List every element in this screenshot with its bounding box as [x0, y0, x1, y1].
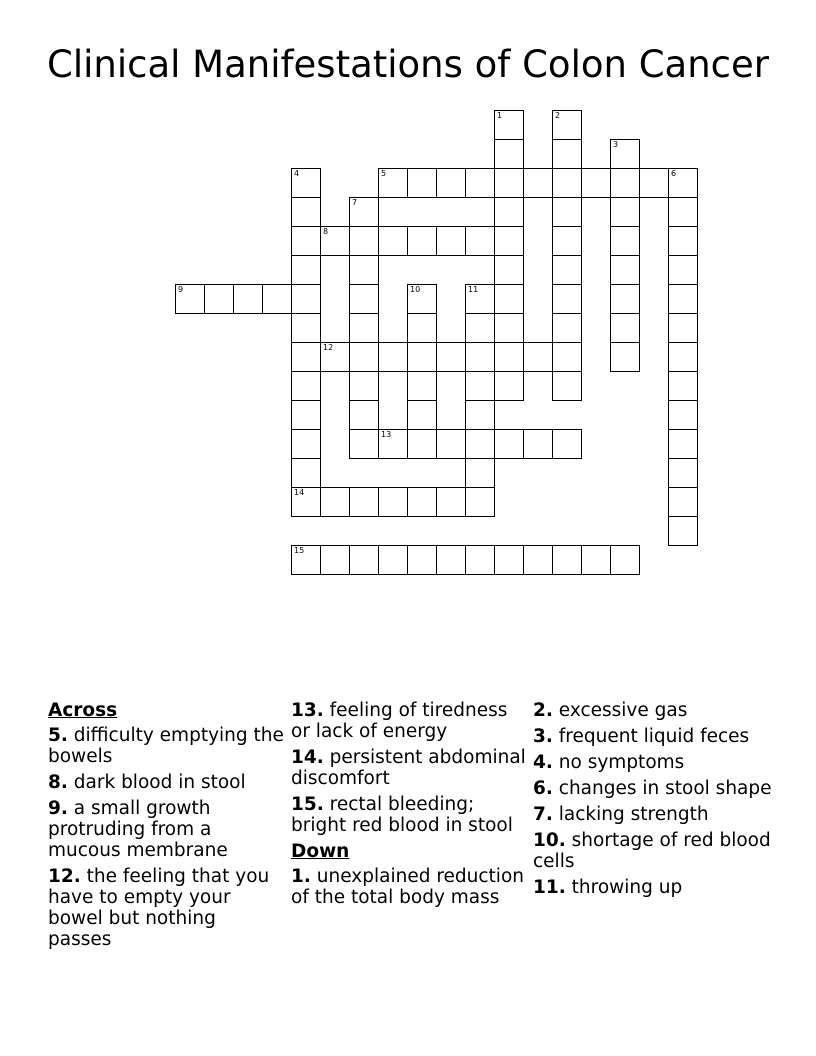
clue-number-label: 14. [291, 747, 324, 768]
grid-cell[interactable] [465, 458, 495, 488]
grid-cell[interactable] [494, 342, 524, 372]
clue-text: persistent abdominal discomfort [291, 747, 526, 789]
grid-cell[interactable] [668, 313, 698, 343]
grid-cell[interactable] [465, 226, 495, 256]
grid-cell[interactable] [494, 168, 524, 198]
grid-cell[interactable] [407, 429, 437, 459]
grid-cell[interactable] [465, 371, 495, 401]
grid-cell[interactable] [610, 313, 640, 343]
grid-cell[interactable] [407, 371, 437, 401]
clue-number: 4 [294, 169, 300, 178]
grid-cell[interactable] [668, 342, 698, 372]
grid-cell[interactable] [610, 284, 640, 314]
grid-cell[interactable] [233, 284, 263, 314]
grid-cell[interactable] [291, 371, 321, 401]
grid-cell[interactable] [320, 545, 350, 575]
grid-cell[interactable] [349, 342, 379, 372]
grid-cell[interactable] [494, 284, 524, 314]
clue-3 [533, 726, 773, 747]
clue-7 [533, 804, 773, 825]
grid-cell[interactable] [291, 226, 321, 256]
clue-number: 5 [381, 169, 387, 178]
grid-cell[interactable] [407, 545, 437, 575]
clue-number: 8 [323, 227, 329, 236]
grid-cell[interactable] [436, 545, 466, 575]
grid-cell[interactable] [581, 168, 611, 198]
clue-number-label: 2. [533, 700, 553, 721]
clue-text: shortage of red blood cells [533, 830, 771, 872]
clue-number: 6 [671, 169, 677, 178]
grid-cell[interactable] [378, 342, 408, 372]
clue-number-label: 1. [291, 866, 311, 887]
grid-cell[interactable] [465, 313, 495, 343]
clue-text: the feeling that you have to empty your bowel but nothing passes [48, 866, 270, 950]
grid-cell[interactable] [668, 226, 698, 256]
grid-cell[interactable] [436, 168, 466, 198]
clue-column-2 [291, 700, 529, 913]
grid-cell[interactable] [523, 429, 553, 459]
grid-cell[interactable] [523, 342, 553, 372]
grid-cell-11[interactable] [465, 284, 495, 314]
clue-number: 12 [323, 343, 334, 352]
clue-number: 7 [352, 198, 358, 207]
grid-cell[interactable] [552, 197, 582, 227]
grid-cell-10[interactable] [407, 284, 437, 314]
grid-cell[interactable] [639, 168, 669, 198]
grid-cell[interactable] [494, 226, 524, 256]
grid-cell[interactable] [407, 168, 437, 198]
grid-cell[interactable] [465, 545, 495, 575]
clue-text: frequent liquid feces [552, 726, 750, 747]
grid-cell[interactable] [349, 371, 379, 401]
grid-cell[interactable] [262, 284, 292, 314]
grid-cell-4[interactable] [291, 168, 321, 198]
grid-cell[interactable] [378, 226, 408, 256]
clue-number-label: 3. [533, 726, 553, 747]
grid-cell[interactable] [291, 458, 321, 488]
clue-text: unexplained reduction of the total body mass [291, 866, 524, 908]
grid-cell[interactable] [552, 313, 582, 343]
grid-cell[interactable] [436, 226, 466, 256]
grid-cell[interactable] [552, 342, 582, 372]
grid-cell[interactable] [465, 400, 495, 430]
grid-cell[interactable] [668, 371, 698, 401]
clue-text: lacking strength [552, 804, 709, 825]
grid-cell[interactable] [494, 429, 524, 459]
puzzle-title: Clinical Manifestations of Colon Cancer [47, 43, 769, 86]
grid-cell-5[interactable] [378, 168, 408, 198]
clue-number: 2 [555, 111, 561, 120]
clue-13 [291, 700, 529, 742]
clue-text: rectal bleeding; bright red blood in stool [291, 794, 513, 836]
grid-cell[interactable] [668, 516, 698, 546]
clue-number-label: 15. [291, 794, 324, 815]
clue-column-1 [48, 700, 284, 955]
clue-number-label: 10. [533, 830, 566, 851]
clue-text: dark blood in stool [67, 772, 246, 793]
grid-cell[interactable] [552, 255, 582, 285]
grid-cell[interactable] [610, 226, 640, 256]
clue-number-label: 8. [48, 772, 68, 793]
clue-2 [533, 700, 773, 721]
grid-cell[interactable] [349, 400, 379, 430]
clue-number-label: 4. [533, 752, 553, 773]
grid-cell[interactable] [436, 429, 466, 459]
grid-cell[interactable] [523, 168, 553, 198]
clue-number-label: 7. [533, 804, 553, 825]
clue-14 [291, 747, 529, 789]
clue-6 [533, 778, 773, 799]
grid-cell[interactable] [436, 342, 466, 372]
grid-cell[interactable] [407, 226, 437, 256]
grid-cell[interactable] [465, 342, 495, 372]
clue-text: throwing up [565, 877, 683, 898]
grid-cell[interactable] [349, 545, 379, 575]
clue-10 [533, 830, 773, 872]
grid-cell-2[interactable] [552, 110, 582, 140]
grid-cell[interactable] [407, 487, 437, 517]
grid-cell[interactable] [552, 226, 582, 256]
grid-cell-13[interactable] [378, 429, 408, 459]
grid-cell[interactable] [494, 255, 524, 285]
grid-cell[interactable] [581, 545, 611, 575]
grid-cell[interactable] [291, 400, 321, 430]
grid-cell[interactable] [494, 197, 524, 227]
grid-cell[interactable] [552, 545, 582, 575]
grid-cell[interactable] [668, 284, 698, 314]
grid-cell[interactable] [465, 487, 495, 517]
grid-cell[interactable] [494, 313, 524, 343]
clue-column-3 [533, 700, 773, 903]
clue-9 [48, 798, 284, 861]
grid-cell[interactable] [291, 284, 321, 314]
across-heading: Across [48, 700, 118, 721]
grid-cell[interactable] [291, 255, 321, 285]
grid-cell[interactable] [349, 284, 379, 314]
grid-cell[interactable] [494, 545, 524, 575]
clue-number-label: 11. [533, 877, 566, 898]
grid-cell[interactable] [320, 487, 350, 517]
grid-cell[interactable] [494, 371, 524, 401]
grid-cell[interactable] [610, 342, 640, 372]
grid-cell[interactable] [668, 429, 698, 459]
clue-text: excessive gas [552, 700, 688, 721]
grid-cell[interactable] [668, 255, 698, 285]
grid-cell[interactable] [349, 255, 379, 285]
grid-cell-8[interactable] [320, 226, 350, 256]
grid-cell[interactable] [291, 313, 321, 343]
grid-cell[interactable] [668, 197, 698, 227]
grid-cell-1[interactable] [494, 110, 524, 140]
grid-cell[interactable] [552, 168, 582, 198]
clue-5 [48, 725, 284, 767]
clue-number-label: 12. [48, 866, 81, 887]
grid-cell[interactable] [204, 284, 234, 314]
grid-cell[interactable] [349, 429, 379, 459]
grid-cell[interactable] [465, 168, 495, 198]
grid-cell-14[interactable] [291, 487, 321, 517]
clue-number-label: 5. [48, 725, 68, 746]
grid-cell[interactable] [610, 545, 640, 575]
grid-cell[interactable] [349, 226, 379, 256]
grid-cell[interactable] [465, 429, 495, 459]
grid-cell[interactable] [349, 313, 379, 343]
grid-cell-7[interactable] [349, 197, 379, 227]
grid-cell[interactable] [610, 168, 640, 198]
clue-number: 3 [613, 140, 619, 149]
clue-text: feeling of tiredness or lack of energy [291, 700, 508, 742]
grid-cell[interactable] [436, 487, 466, 517]
clue-number: 1 [497, 111, 503, 120]
clue-4 [533, 752, 773, 773]
grid-cell[interactable] [668, 487, 698, 517]
clue-text: difficulty emptying the bowels [48, 725, 284, 767]
clue-12 [48, 866, 284, 950]
clue-number: 13 [381, 430, 392, 439]
grid-cell[interactable] [668, 458, 698, 488]
grid-cell[interactable] [668, 400, 698, 430]
clue-text: changes in stool shape [552, 778, 772, 799]
grid-cell[interactable] [552, 139, 582, 169]
grid-cell-9[interactable] [175, 284, 205, 314]
grid-cell[interactable] [349, 487, 379, 517]
clue-number-label: 9. [48, 798, 68, 819]
clue-number: 9 [178, 285, 184, 294]
clue-number: 11 [468, 285, 479, 294]
clue-11 [533, 877, 773, 898]
clue-8 [48, 772, 284, 793]
grid-cell[interactable] [407, 313, 437, 343]
grid-cell[interactable] [494, 139, 524, 169]
clue-1 [291, 866, 529, 908]
grid-cell[interactable] [610, 197, 640, 227]
down-heading: Down [291, 841, 350, 862]
grid-cell[interactable] [552, 284, 582, 314]
grid-cell[interactable] [552, 371, 582, 401]
clue-number: 10 [410, 285, 421, 294]
clue-15 [291, 794, 529, 836]
grid-cell[interactable] [407, 342, 437, 372]
clue-number-label: 6. [533, 778, 553, 799]
clue-text: a small growth protruding from a mucous membrane [48, 798, 228, 861]
grid-cell[interactable] [291, 342, 321, 372]
grid-cell[interactable] [291, 197, 321, 227]
clue-number-label: 13. [291, 700, 324, 721]
grid-cell-15[interactable] [291, 545, 321, 575]
clue-text: no symptoms [552, 752, 685, 773]
grid-cell-6[interactable] [668, 168, 698, 198]
grid-cell[interactable] [378, 545, 408, 575]
clue-number: 14 [294, 488, 305, 497]
grid-cell[interactable] [610, 255, 640, 285]
clue-number: 15 [294, 546, 305, 555]
grid-cell-12[interactable] [320, 342, 350, 372]
grid-cell[interactable] [523, 545, 553, 575]
grid-cell-3[interactable] [610, 139, 640, 169]
grid-cell[interactable] [407, 400, 437, 430]
grid-cell[interactable] [291, 429, 321, 459]
grid-cell[interactable] [552, 429, 582, 459]
grid-cell[interactable] [378, 487, 408, 517]
